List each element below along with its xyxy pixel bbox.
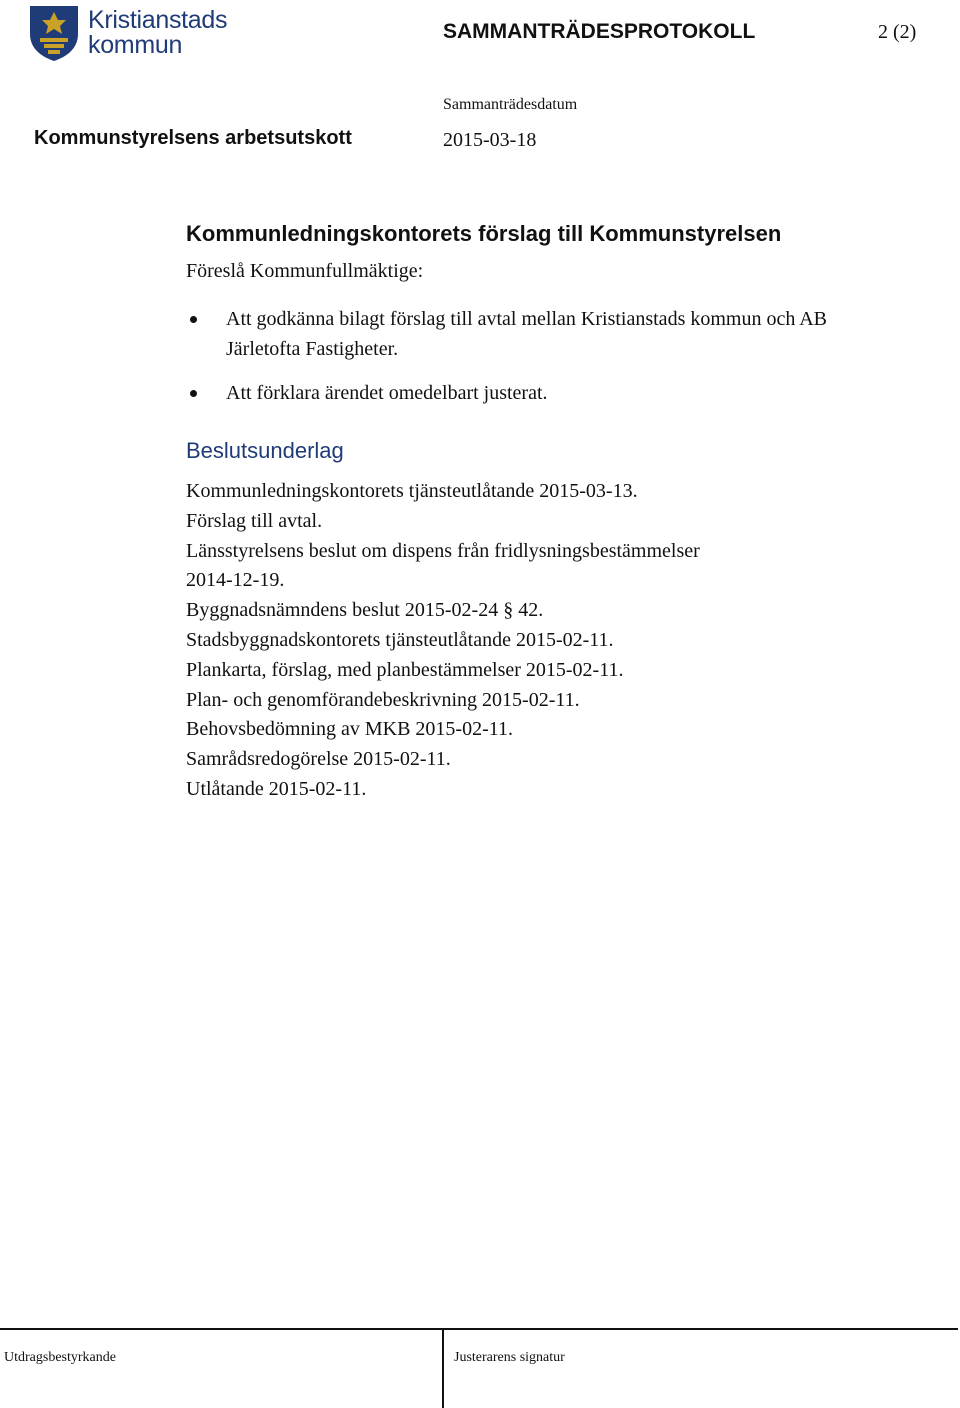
footer-rule — [0, 1328, 958, 1330]
decision-basis-item: Plan- och genomförandebeskrivning 2015-02-11. — [186, 688, 580, 711]
logo-text-line2: kommun — [88, 31, 183, 59]
meeting-date-label: Sammanträdesdatum — [443, 96, 578, 113]
intro-text: Föreslå Kommunfullmäktige: — [186, 260, 424, 282]
decision-basis-item: Kommunledningskontorets tjänsteutlåtande 2015-03-13. — [186, 480, 638, 502]
proposal-bullet-item: Att förklara ärendet omedelbart justerat. — [186, 378, 886, 408]
decision-basis-item: Länsstyrelsens beslut om dispens från fridlysningsbestämmelser — [186, 539, 700, 562]
municipality-logo — [28, 4, 228, 64]
section-title: Kommunledningskontorets förslag till Kommunstyrelsen — [186, 221, 782, 246]
meeting-date: 2015-03-18 — [443, 129, 537, 151]
signature-label: Justerarens signatur — [454, 1350, 565, 1365]
proposal-bullet-list — [186, 304, 886, 422]
decision-basis-item: Plankarta, förslag, med planbestämmelser 2015-02-11. — [186, 658, 624, 681]
logo-text-line1: Kristianstads — [88, 6, 228, 34]
decision-basis-item: Byggnadsnämndens beslut 2015-02-24 § 42. — [186, 599, 544, 622]
decision-basis-item: Samrådsredogörelse 2015-02-11. — [186, 748, 451, 771]
decision-basis-item: Behovsbedömning av MKB 2015-02-11. — [186, 718, 514, 741]
page-number: 2 (2) — [878, 21, 917, 43]
decision-basis-item: Stadsbyggnadskontorets tjänsteutlåtande 2015-02-11. — [186, 628, 614, 651]
decision-basis-item: Förslag till avtal. — [186, 509, 323, 532]
logo-wordmark — [88, 8, 227, 58]
decision-basis-item: 2014-12-19. — [186, 569, 285, 592]
decision-basis-heading: Beslutsunderlag — [186, 438, 344, 463]
committee-name: Kommunstyrelsens arbetsutskott — [34, 127, 352, 149]
footer-divider — [442, 1328, 444, 1408]
decision-basis-list — [186, 477, 906, 805]
certification-label: Utdragsbestyrkande — [4, 1350, 116, 1365]
decision-basis-item: Utlåtande 2015-02-11. — [186, 777, 367, 800]
proposal-bullet-item: Att godkänna bilagt förslag till avtal mellan Kristianstads kommun och AB Järletofta Fastigheter. — [186, 304, 886, 364]
coat-of-arms-icon — [28, 4, 80, 62]
document-title: SAMMANTRÄDESPROTOKOLL — [443, 20, 756, 43]
